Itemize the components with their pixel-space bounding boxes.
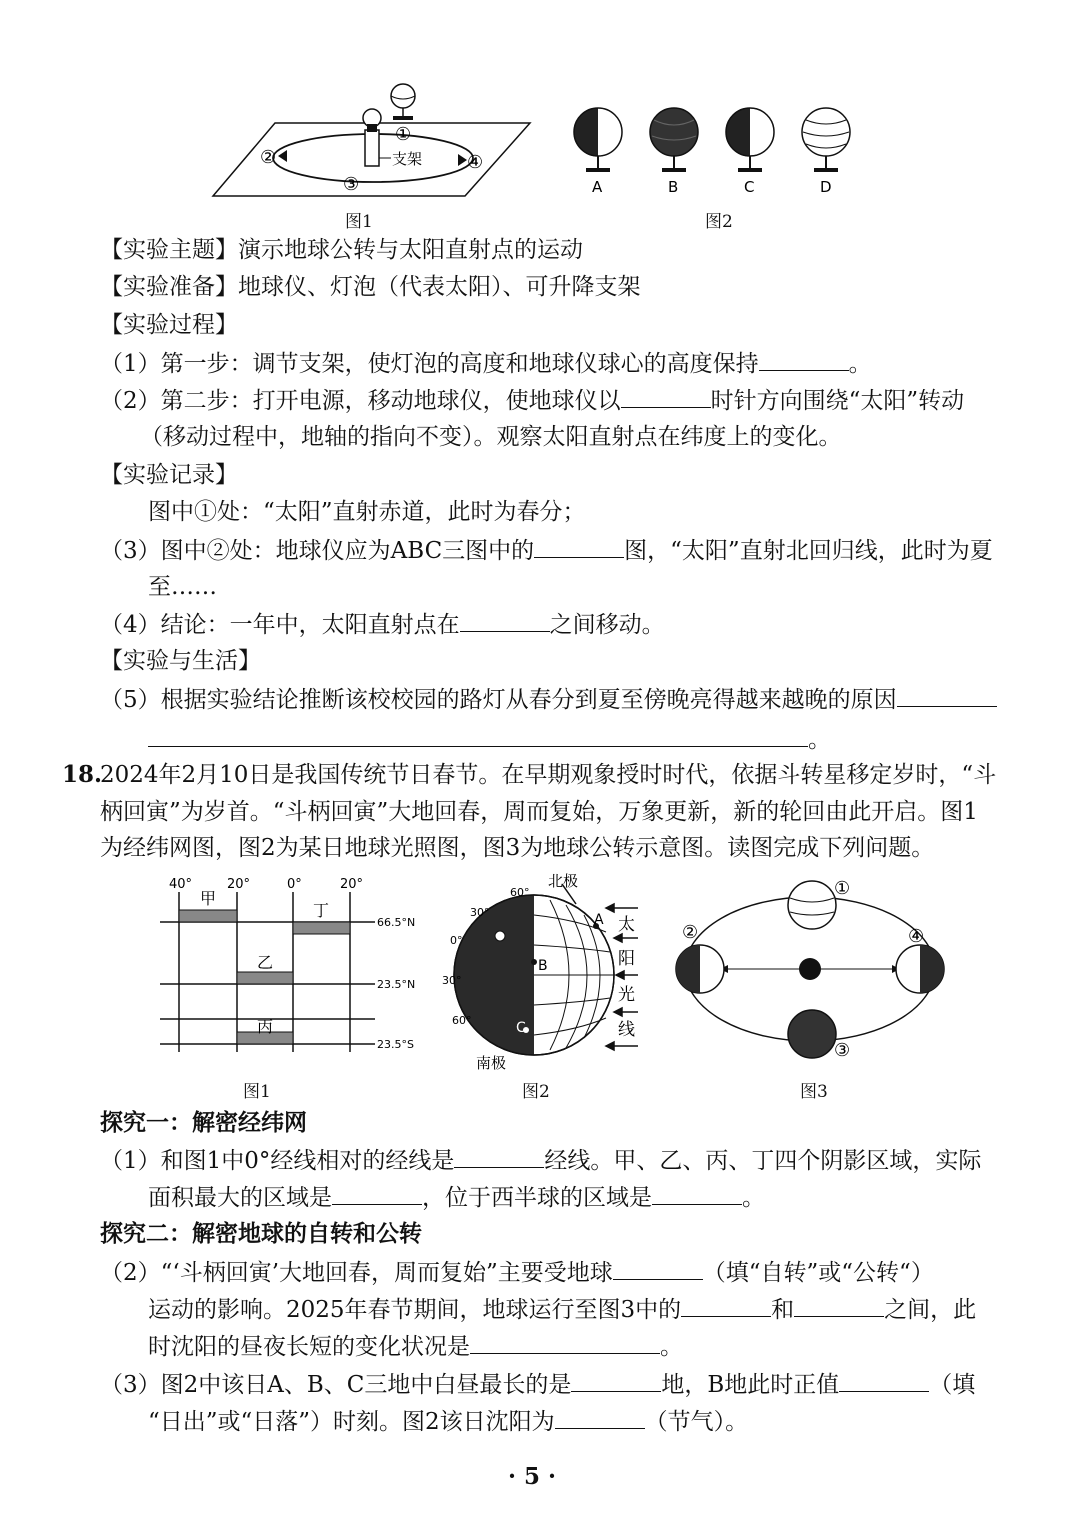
q18-e1-blank-2[interactable] [332,1182,422,1205]
q18-e2-blank-2[interactable] [681,1294,771,1317]
q17-p1-text: （1）第一步：调节支架，使灯泡的高度和地球仪球心的高度保持 [100,351,759,377]
q17-p1-blank[interactable] [759,348,849,371]
q18-e3 [100,1369,975,1400]
region-bing-label: 丙 [257,1017,274,1036]
q17-prep: 【实验准备】地球仪、灯泡（代表太阳）、可升降支架 [100,274,641,300]
q18-e1-rest: 经线。甲、乙、丙、丁四个阴影区域，实际 [544,1148,982,1174]
q17-theme: 【实验主题】演示地球公转与太阳直射点的运动 [100,237,583,263]
fig3-pos-4: ④ [908,926,925,947]
q18-e1-line2 [148,1182,765,1213]
q18-e3-text: （3）图2中该日A、B、C三地中白昼最长的是 [100,1372,572,1398]
lat-60s: 60° [452,1014,472,1027]
lon-label-20w: 20° [227,877,251,892]
q18-e3-blank-1[interactable] [571,1369,661,1392]
q18-e3-blank-2[interactable] [839,1369,929,1392]
globe-a-label: A [592,178,603,196]
lat-30s: 30° [442,974,462,987]
globe-b [650,108,698,172]
q18-e1-text: （1）和图1中0°经线相对的经线是 [100,1148,455,1174]
q17-p2 [100,385,964,416]
fig2-globes [570,100,860,200]
q17-record-head: 【实验记录】 [100,462,238,488]
q18-e3-blank-3[interactable] [555,1406,645,1429]
q18-intro-3: 为经纬网图，图2为某日地球光照图，图3为地球公转示意图。读图完成下列问题。 [100,835,935,861]
sunlight-4: 线 [618,1020,635,1040]
q18-e2-line2 [148,1294,976,1325]
q17-p2-blank[interactable] [621,385,711,408]
q17-p5-line2 [148,724,831,755]
fig3-pos-3: ③ [834,1040,851,1061]
q17-p5-text: （5）根据实验结论推断该校校园的路灯从春分到夏至傍晚亮得越来越晚的原因 [100,687,897,713]
q18-e2-blank-1[interactable] [613,1257,703,1280]
point-c: C [516,1020,526,1036]
q18-e2-text-3: 之间，此 [884,1297,977,1323]
q18-e3-end: （节气）。 [644,1409,749,1435]
north-pole-label: 北极 [548,872,579,890]
fig1-orbit-diagram [205,78,545,203]
region-jia [179,910,237,922]
q18-e2-blank-3[interactable] [794,1294,884,1317]
q18-e3-text-2: 地，B地此时正值 [661,1372,840,1398]
region-yi [237,972,293,984]
sunlight-3: 光 [618,985,635,1005]
top-fig1-caption: 图1 [345,212,373,232]
point-a: A [594,912,604,928]
q18-fig2-caption: 图2 [522,1082,550,1102]
q17-process-head: 【实验过程】 [100,312,238,338]
q18-e2-rest: （填“自转”或“公转“） [702,1260,934,1286]
q17-p3-cont: 至…… [148,574,217,600]
q17-p2-text: （2）第二步：打开电源，移动地球仪，使地球仪以 [100,388,621,414]
lon-label-0: 0° [287,877,302,892]
q18-e2-and: 和 [771,1297,795,1323]
fig3-pos-2: ② [682,922,699,943]
q18-e2-text: （2）“‘斗柄回寅’大地回春，周而复始”主要受地球 [100,1260,613,1286]
lat-60n: 60° [510,886,530,899]
point-b: B [538,958,548,974]
region-jia-label: 甲 [200,889,217,908]
q17-record-1: 图中①处：“太阳”直射赤道，此时为春分； [148,499,586,525]
q18-e2-end: 。 [660,1334,683,1360]
fig3-pos-1: ① [834,878,851,899]
q17-p2-rest: 时针方向围绕“太阳”转动 [710,388,965,414]
globe-b-label: B [668,178,679,196]
q18-e3-line2 [148,1406,748,1437]
q18-intro-1: 2024年2月10日是我国传统节日春节。在早期观象授时时代，依据斗转星移定岁时，“斗 [100,762,997,788]
sunlight-2: 阳 [618,949,635,969]
globe-d-label: D [820,178,832,196]
q17-p1 [100,348,872,379]
q18-e1 [100,1145,981,1176]
fig1-pos-1: ① [395,124,412,145]
q17-p4-text: （4）结论：一年中，太阳直射点在 [100,612,460,638]
globe-c [726,108,774,172]
region-ding-label: 丁 [313,901,330,920]
south-pole-label: 南极 [476,1054,507,1072]
q18-e1-blank-3[interactable] [652,1182,742,1205]
q18-e3-text-4: “日出”或“日落”）时刻。图2该日沈阳为 [148,1409,555,1435]
q18-fig3-orbit [672,872,957,1072]
fig1-pos-2: ② [260,147,277,168]
lat-label-23s: 23.5°S [377,1038,414,1051]
q18-intro-2: 柄回寅”为岁首。“斗柄回寅”大地回春，周而复始，万象更新，新的轮回由此开启。图1 [100,799,978,825]
q17-p2-cont: （移动过程中，地轴的指向不变）。观察太阳直射点在纬度上的变化。 [140,424,842,450]
q18-e1-text-3: ，位于西半球的区域是 [422,1185,652,1211]
q18-fig1-graticule [155,872,425,1062]
q17-p5-blank-1[interactable] [897,684,997,707]
fig1-pos-4: ④ [467,152,484,173]
page-number: · 5 · [508,1463,557,1490]
lat-label-66n: 66.5°N [377,916,416,929]
q17-p1-end: 。 [848,351,872,377]
lat-30n: 30° [470,906,490,919]
q18-explore-1: 探究一：解密经纬网 [100,1109,307,1136]
lon-label-40: 40° [169,877,193,892]
q17-p3-blank[interactable] [534,535,624,558]
globe-c-label: C [744,178,755,196]
lat-label-23n: 23.5°N [377,978,416,991]
q18-fig1-caption: 图1 [243,1082,271,1102]
sunlight-1: 太 [618,915,635,935]
q17-p5 [100,684,997,715]
q17-life-head: 【实验与生活】 [100,648,261,674]
q18-number: 18. [62,761,103,788]
q17-p5-blank-2[interactable] [148,724,808,747]
q18-fig2-illumination [438,870,648,1075]
q17-p3-text: （3）图中②处：地球仪应为ABC三图中的 [100,538,535,564]
q17-p5-end: 。 [808,727,831,753]
q18-e2 [100,1257,934,1288]
q18-e2-blank-4[interactable] [470,1331,660,1354]
q18-e2-line3 [148,1331,683,1362]
q17-p4 [100,609,665,640]
q18-e1-end: 。 [742,1185,765,1211]
region-ding [293,922,350,934]
top-fig2-caption: 图2 [705,212,733,232]
q17-p4-rest: 之间移动。 [549,612,665,638]
q17-p4-blank[interactable] [460,609,550,632]
q18-e2-text-4: 时沈阳的昼夜长短的变化状况是 [148,1334,470,1360]
q18-explore-2: 探究二：解密地球的自转和公转 [100,1220,422,1247]
lon-label-20e: 20° [340,877,364,892]
q18-fig3-caption: 图3 [800,1082,828,1102]
globe-a [574,108,622,172]
q18-e2-text-2: 运动的影响。2025年春节期间，地球运行至图3中的 [148,1297,682,1323]
region-yi-label: 乙 [257,953,274,972]
q18-e3-text-3: （填 [929,1372,976,1398]
fig1-support-label: 支架 [392,150,423,168]
q18-e1-text-2: 面积最大的区域是 [148,1185,332,1211]
q17-p3-rest: 图，“太阳”直射北回归线，此时为夏 [624,538,993,564]
globe-d [802,108,850,172]
q18-e1-blank-1[interactable] [454,1145,544,1168]
lat-0: 0° [450,934,463,947]
q17-p3 [100,535,993,566]
fig1-pos-3: ③ [343,174,360,195]
